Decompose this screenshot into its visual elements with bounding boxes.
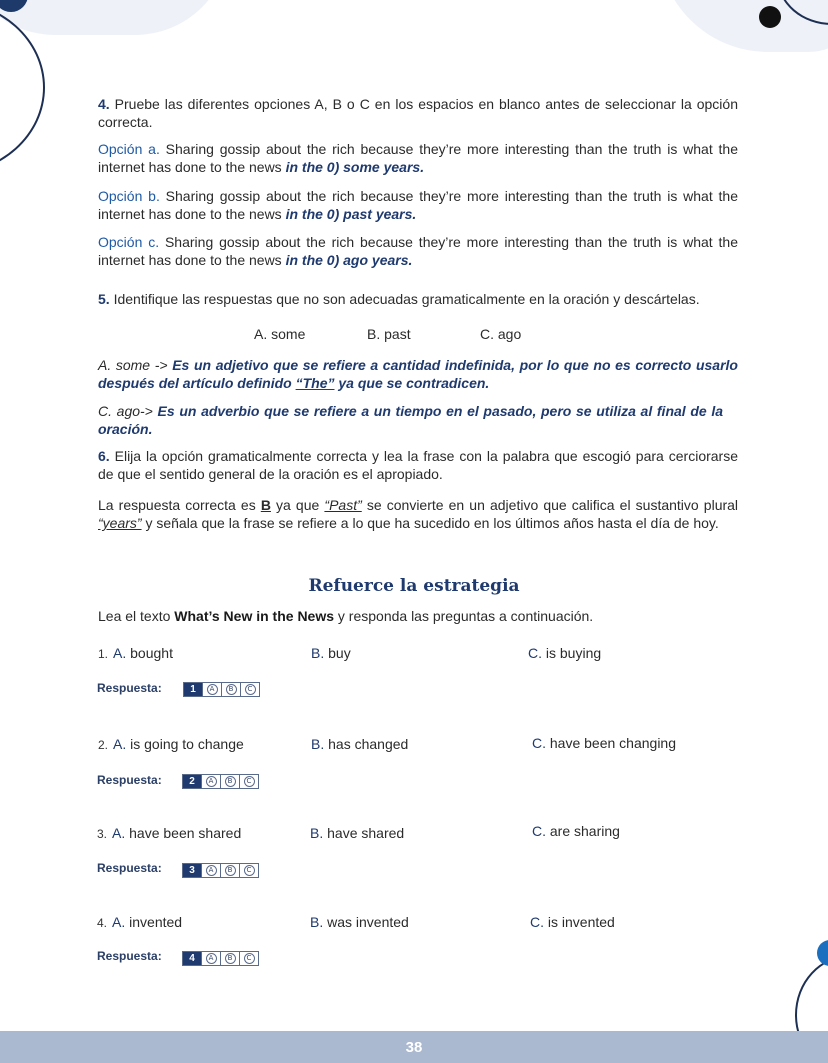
q4-option-c: Opción c. Sharing gossip about the rich because they’re more interesting than the truth is what the internet has done to the news in the 0) ago years. [98,234,739,268]
question-2-answer-bubbles [182,774,259,789]
question-3-answer-bubbles [182,863,259,878]
q4-instruction: 4. Pruebe las diferentes opciones A, B o C en los espacios en blanco antes de seleccionar la opción correcta. [98,96,738,130]
bubble-c[interactable]: C [239,864,258,877]
bubble-number: 4 [183,952,201,965]
question-4-option-c: C. is invented [530,914,615,930]
decorative-dot-left [0,0,28,12]
question-2-option-a: 2. A. is going to change [98,736,244,752]
question-3-response-label: Respuesta: [97,861,162,875]
bubble-b[interactable]: B [220,864,239,877]
bubble-number: 1 [184,683,202,696]
q4-option-a: Opción a. Sharing gossip about the rich because they’re more interesting than the truth is what the internet has done to the news in the 0) some years. [98,141,738,175]
q6-instruction: 6. Elija la opción gramaticalmente correcta y lea la frase con la palabra que escogió para cerciorarse de que el sentido general de la oración es el apropiado. [98,448,739,482]
bubble-b[interactable]: B [221,683,240,696]
decorative-dot-right [759,6,781,28]
question-4-answer-bubbles [182,951,259,966]
question-1-response-label: Respuesta: [97,681,162,695]
q5-instruction: 5. Identifique las respuestas que no son adecuadas gramaticalmente en la oración y descártelas. [98,291,700,307]
decorative-blob-right [658,0,828,52]
question-1-option-b: B. buy [311,645,351,661]
q5-choice-a: A. some [254,326,306,342]
bubble-c[interactable]: C [239,775,258,788]
question-3-option-c: C. are sharing [532,823,620,839]
q6-answer: La respuesta correcta es B ya que “Past” se convierte en un adjetivo que califica el sustantivo plural “years” y señala que la frase se refiere a lo que ha sucedido en los últimos años hasta el día de hoy. [98,497,739,531]
question-2-response-label: Respuesta: [97,773,162,787]
bubble-a[interactable]: A [202,683,221,696]
bubble-b[interactable]: B [220,952,239,965]
question-2-option-b: B. has changed [311,736,409,752]
question-1-answer-bubbles [183,682,260,697]
section-intro: Lea el texto What’s New in the News y responda las preguntas a continuación. [98,608,594,624]
question-1-option-c: C. is buying [528,645,602,661]
bubble-number: 2 [183,775,201,788]
bubble-a[interactable]: A [201,952,220,965]
page-number: 38 [405,1038,423,1056]
q5-choice-b: B. past [367,326,411,342]
section-title: Refuerce la estrategia [308,576,520,596]
bubble-c[interactable]: C [239,952,258,965]
question-4-option-b: B. was invented [310,914,409,930]
question-4-option-a: 4. A. invented [97,914,183,930]
q4-option-b: Opción b. Sharing gossip about the rich because they’re more interesting than the truth is what the internet has done to the news in the 0) past years. [98,188,738,222]
bubble-number: 3 [183,864,201,877]
q5-explanation-c: C. ago-> Es un adverbio que se refiere a un tiempo en el pasado, pero se utiliza al final de la oración. [98,403,724,437]
question-4-response-label: Respuesta: [97,949,162,963]
bubble-a[interactable]: A [201,775,220,788]
question-3-option-b: B. have shared [310,825,405,841]
page-footer [0,1031,828,1063]
bubble-b[interactable]: B [220,775,239,788]
decorative-arc-left [0,0,45,175]
question-3-option-a: 3. A. have been shared [97,825,242,841]
bubble-c[interactable]: C [240,683,259,696]
decorative-blob-left [0,0,230,35]
q5-choice-c: C. ago [480,326,522,342]
question-1-option-a: 1. A. bought [98,645,173,661]
decorative-dot-right-bottom [817,940,828,966]
question-2-option-c: C. have been changing [532,735,676,751]
q5-explanation-a: A. some -> Es un adjetivo que se refiere a cantidad indefinida, por lo que no es correcto usarlo después del artículo definido “The” ya que se contradicen. [98,357,738,391]
decorative-arc-right-top [777,0,828,25]
bubble-a[interactable]: A [201,864,220,877]
